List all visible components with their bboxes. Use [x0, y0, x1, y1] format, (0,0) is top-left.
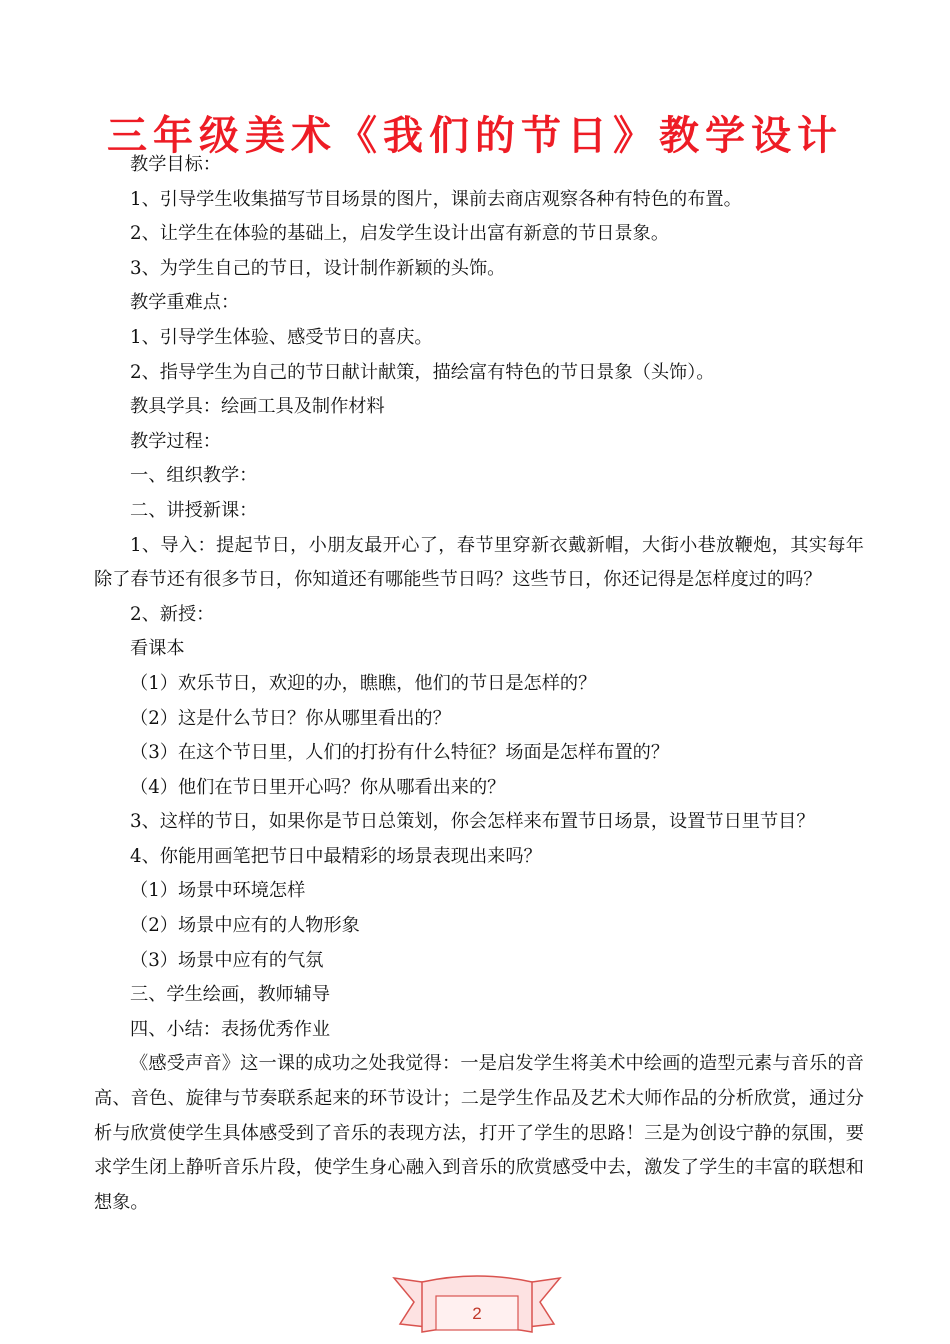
text-line: 二、讲授新课： [130, 499, 258, 521]
text-line: （4）他们在节日里开心吗？你从哪看出来的？ [130, 776, 506, 798]
text-line: （1）欢乐节日，欢迎的办，瞧瞧，他们的节日是怎样的？ [130, 672, 597, 694]
text-line: 1、引导学生体验、感受节日的喜庆。 [130, 326, 433, 348]
text-line: （1）场景中环境怎样 [130, 880, 306, 902]
text-line: 一、组织教学： [130, 465, 258, 487]
text-line: 三、学生绘画，教师辅导 [130, 984, 331, 1006]
text-line: 教学过程： [130, 430, 221, 452]
text-line: 四、小结：表扬优秀作业 [130, 1018, 331, 1040]
closing-paragraph: 《感受声音》这一课的成功之处我觉得：一是启发学生将美术中绘画的造型元素与音乐的音高、音色、旋律与节奏联系起来的环节设计；二是学生作品及艺术大师作品的分析欣赏，通过分析与欣赏使学生具体感受到了音乐的表现方法，打开了学生的思路！三是为创设宁静的氛围，要求学生闭上静听音乐片段，使学生身心融入到音乐的欣赏感受中去，激发了学生的丰富的联想和想象。 [94, 1053, 864, 1213]
page-number: 2 [472, 1304, 482, 1323]
intro-paragraph: 1、导入：提起节日，小朋友最开心了，春节里穿新衣戴新帽，大街小巷放鞭炮，其实每年除了春节还有很多节日，你知道还有哪能些节日吗？这些节日，你还记得是怎样度过的吗？ [94, 534, 864, 591]
text-line: 3、这样的节日，如果你是节日总策划，你会怎样来布置节日场景，设置节日里节目？ [130, 811, 815, 833]
text-line: 2、指导学生为自己的节日献计献策，描绘富有特色的节日景象（头饰）。 [130, 361, 715, 383]
document-body [94, 148, 864, 1220]
text-line: （2）这是什么节日？你从哪里看出的？ [130, 707, 451, 729]
text-line: （3）场景中应有的气氛 [130, 949, 324, 971]
text-line: 教学重难点： [130, 292, 240, 314]
text-line: 4、你能用画笔把节日中最精彩的场景表现出来吗？ [130, 845, 542, 867]
text-line: 2、新授： [130, 603, 215, 625]
text-line: 3、为学生自己的节日，设计制作新颖的头饰。 [130, 257, 506, 279]
text-line: 1、引导学生收集描写节目场景的图片，课前去商店观察各种有特色的布置。 [130, 188, 742, 210]
text-line: 教具学具：绘画工具及制作材料 [130, 396, 385, 418]
text-line: 教学目标： [130, 154, 221, 175]
text-line: （2）场景中应有的人物形象 [130, 915, 360, 937]
text-line: （3）在这个节日里，人们的打扮有什么特征？场面是怎样布置的？ [130, 742, 670, 764]
text-line: 看课本 [130, 638, 185, 660]
text-line: 2、让学生在体验的基础上，启发学生设计出富有新意的节日景象。 [130, 223, 670, 245]
document-title: 三年级美术《我们的节日》教学设计 [107, 113, 843, 159]
